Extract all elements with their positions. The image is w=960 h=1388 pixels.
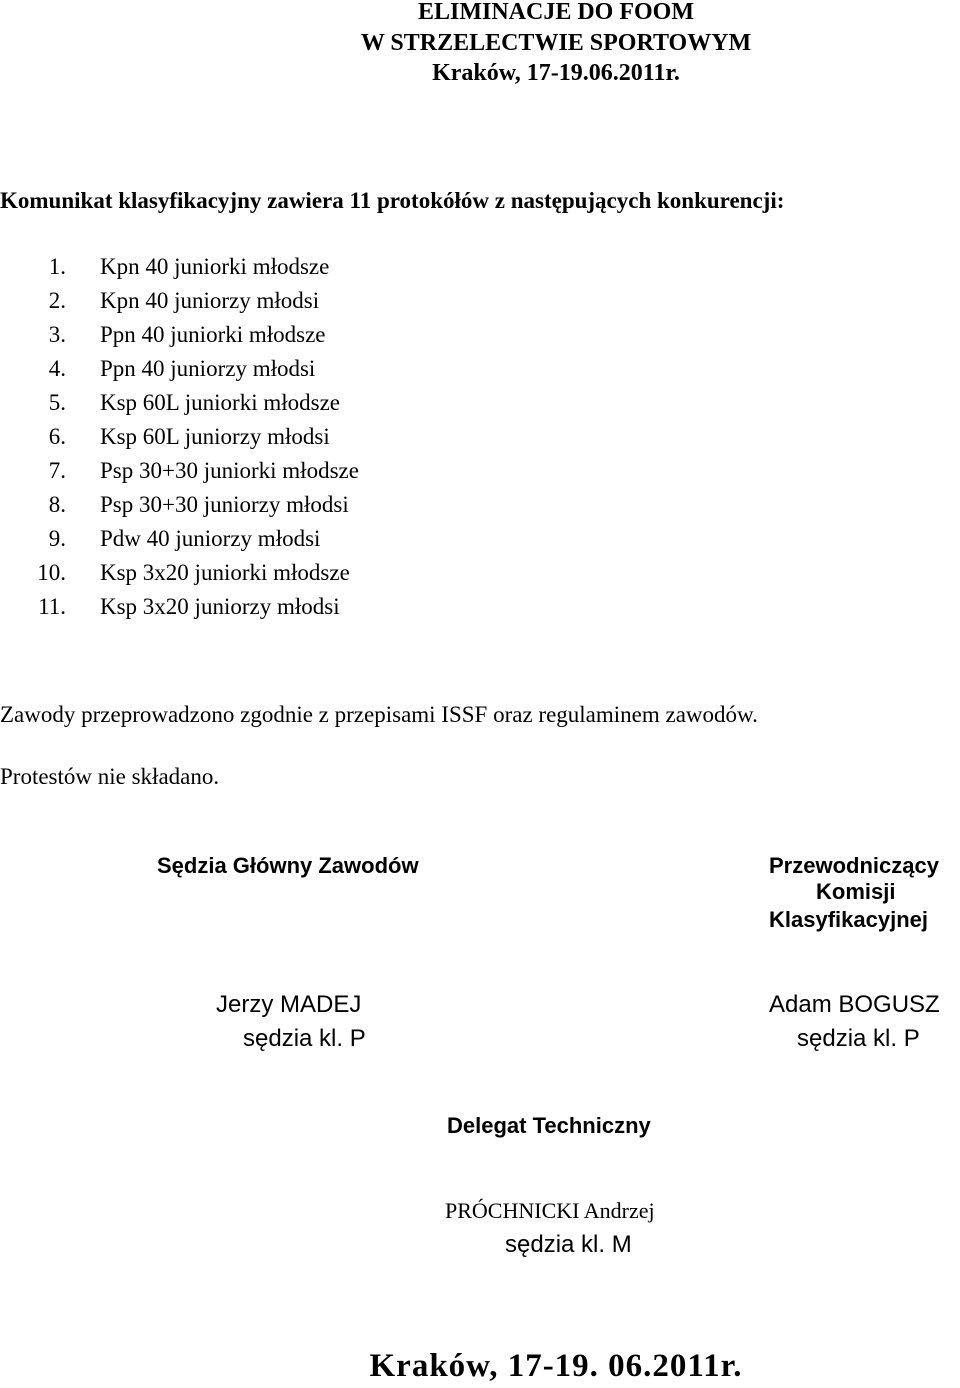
list-item-number: 2. bbox=[48, 288, 66, 313]
list-item-label: Ppn 40 juniorzy młodsi bbox=[100, 356, 316, 381]
footer-place-date: Kraków, 17-19. 06.2011r. bbox=[369, 1348, 743, 1384]
protest-note: Protestów nie składano. bbox=[0, 764, 220, 789]
list-item-label: Ksp 3x20 juniorki młodsze bbox=[100, 560, 350, 585]
committee-chair-title-line1: Przewodniczący bbox=[769, 853, 939, 878]
chief-judge-rank: sędzia kl. P bbox=[243, 1025, 366, 1052]
header-date: Kraków, 17-19.06.2011r. bbox=[432, 60, 680, 86]
committee-chair-title-line3: Klasyfikacyjnej bbox=[769, 907, 928, 932]
intro-text: Komunikat klasyfikacyjny zawiera 11 protokółów z następujących konkurencji: bbox=[0, 188, 785, 213]
chief-judge-name: Jerzy MADEJ bbox=[216, 991, 362, 1018]
technical-delegate-title: Delegat Techniczny bbox=[447, 1113, 651, 1138]
chief-judge-title: Sędzia Główny Zawodów bbox=[157, 853, 419, 878]
list-item-number: 8. bbox=[48, 492, 66, 517]
list-item-label: Ksp 3x20 juniorzy młodsi bbox=[100, 594, 340, 619]
list-item-label: Psp 30+30 juniorki młodsze bbox=[100, 458, 359, 483]
technical-delegate-name: PRÓCHNICKI Andrzej bbox=[445, 1198, 655, 1223]
list-item-number: 4. bbox=[48, 356, 66, 381]
list-item-label: Pdw 40 juniorzy młodsi bbox=[100, 526, 321, 551]
list-item-number: 11. bbox=[38, 594, 66, 619]
technical-delegate-rank: sędzia kl. M bbox=[505, 1231, 632, 1258]
list-item-number: 5. bbox=[48, 390, 66, 415]
list-item-label: Ksp 60L juniorki młodsze bbox=[100, 390, 340, 415]
committee-chair-name: Adam BOGUSZ bbox=[769, 991, 940, 1018]
header-subtitle: W STRZELECTWIE SPORTOWYM bbox=[360, 30, 752, 56]
header-title: ELIMINACJE DO FOOM bbox=[418, 0, 694, 25]
list-item-number: 7. bbox=[48, 458, 66, 483]
list-item-label: Kpn 40 juniorki młodsze bbox=[100, 254, 330, 279]
list-item-label: Ksp 60L juniorzy młodsi bbox=[100, 424, 330, 449]
rules-note: Zawody przeprowadzono zgodnie z przepisami ISSF oraz regulaminem zawodów. bbox=[0, 702, 758, 727]
list-item-number: 3. bbox=[48, 322, 66, 347]
list-item-number: 10. bbox=[37, 560, 66, 585]
list-item-number: 1. bbox=[48, 254, 66, 279]
committee-chair-title-line2: Komisji bbox=[816, 879, 896, 904]
list-item-label: Ppn 40 juniorki młodsze bbox=[100, 322, 326, 347]
list-item-label: Psp 30+30 juniorzy młodsi bbox=[100, 492, 349, 517]
list-item-label: Kpn 40 juniorzy młodsi bbox=[100, 288, 320, 313]
list-item-number: 6. bbox=[48, 424, 66, 449]
list-item-number: 9. bbox=[48, 526, 66, 551]
committee-chair-rank: sędzia kl. P bbox=[797, 1025, 920, 1052]
